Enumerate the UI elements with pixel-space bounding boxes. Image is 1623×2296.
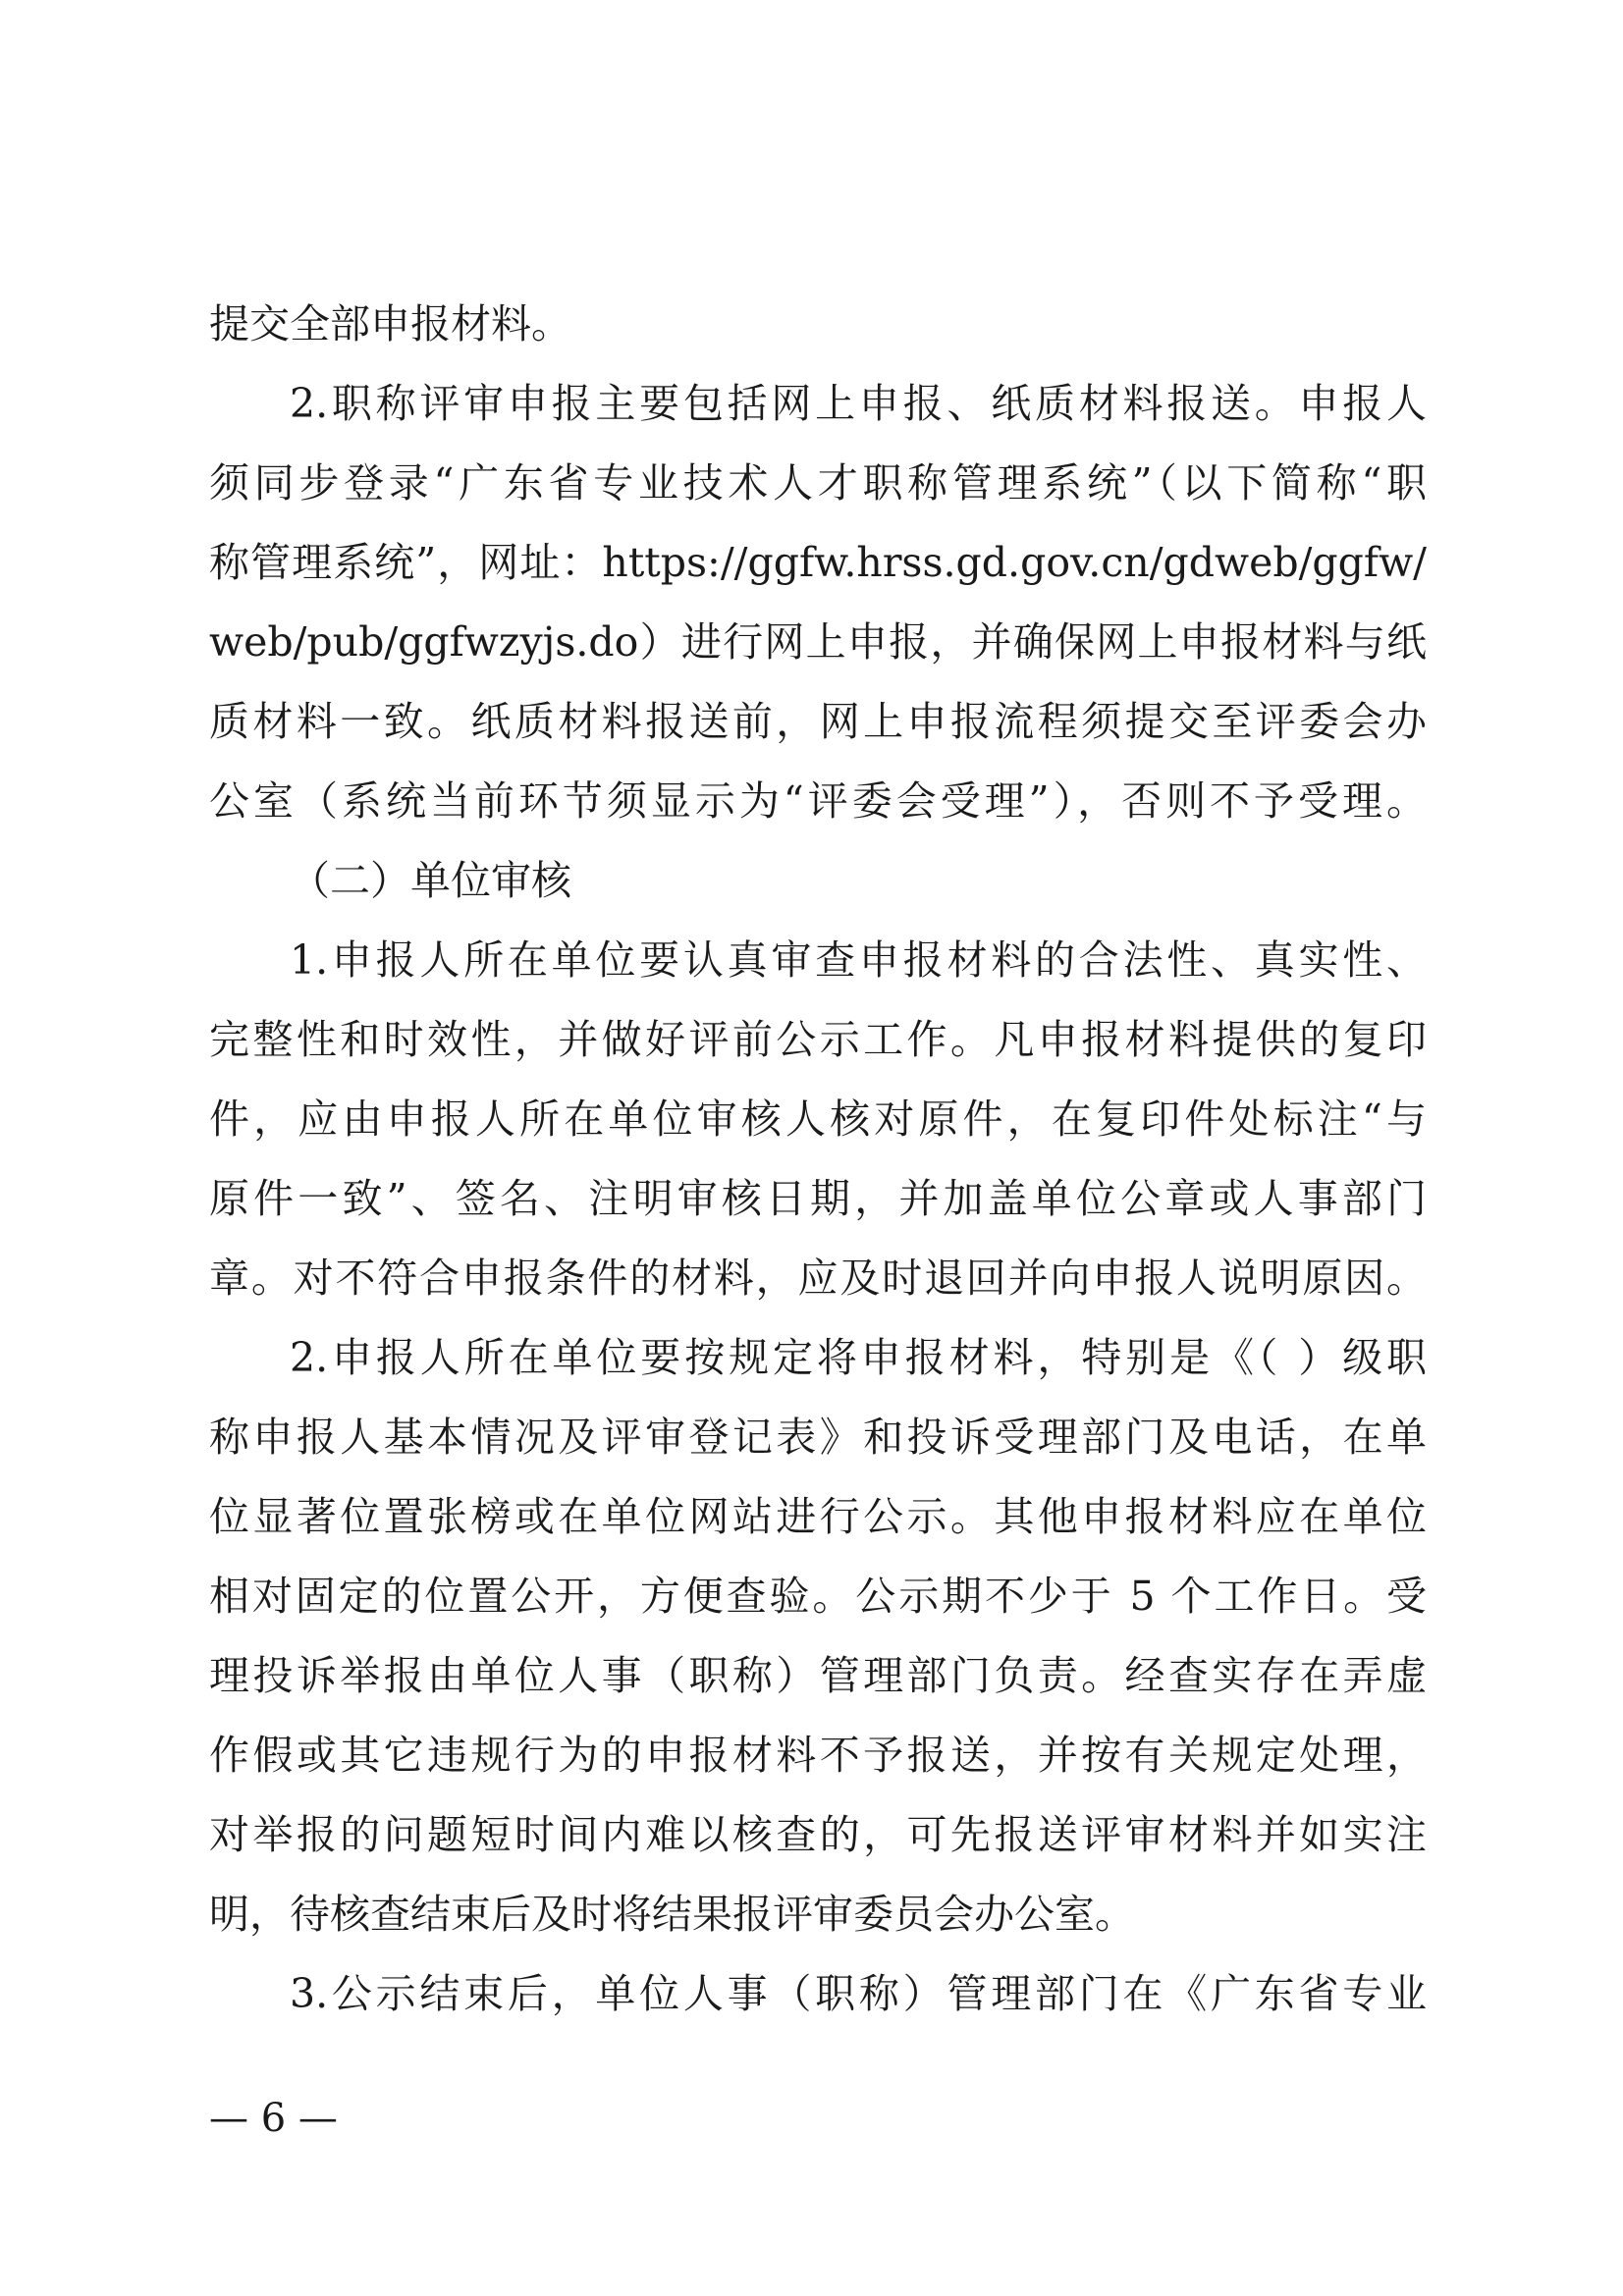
text-line: 称申报人基本情况及评审登记表》和投诉受理部门及电话，在单 — [209, 1414, 1427, 1461]
text-line: 对举报的问题短时间内难以核查的，可先报送评审材料并如实注 — [209, 1811, 1427, 1858]
text-line: 相对固定的位置公开，方便查验。公示期不少于 5 个工作日。受 — [209, 1573, 1427, 1620]
text-line: 提交全部申报材料。 — [209, 300, 571, 347]
text-line: 明，待核查结束后及时将结果报评审委员会办公室。 — [209, 1891, 1135, 1938]
text-line: 3.公示结束后，单位人事（职称）管理部门在《广东省专业 — [290, 1970, 1427, 2017]
text-line: 公室（系统当前环节须显示为“评委会受理”），否则不予受理。 — [209, 777, 1427, 825]
body-text — [209, 285, 1427, 2034]
text-line: web/pub/ggfwzyjs.do）进行网上申报，并确保网上申报材料与纸 — [209, 618, 1427, 666]
text-line: 原件一致”、签名、注明审核日期，并加盖单位公章或人事部门 — [209, 1175, 1427, 1222]
text-line: 2.职称评审申报主要包括网上申报、纸质材料报送。申报人 — [290, 380, 1427, 427]
text-line: 1.申报人所在单位要认真审查申报材料的合法性、真实性、 — [290, 936, 1427, 984]
text-line: 件，应由申报人所在单位审核人核对原件，在复印件处标注“与 — [209, 1095, 1427, 1143]
text-line: 称管理系统”，网址：https://ggfw.hrss.gd.gov.cn/gdweb/ggfw/ — [209, 539, 1427, 586]
text-line: 章。对不符合申报条件的材料，应及时退回并向申报人说明原因。 — [209, 1255, 1427, 1302]
text-line: 位显著位置张榜或在单位网站进行公示。其他申报材料应在单位 — [209, 1493, 1427, 1540]
text-line: 理投诉举报由单位人事（职称）管理部门负责。经查实存在弄虚 — [209, 1652, 1427, 1699]
text-line: 作假或其它违规行为的申报材料不予报送，并按有关规定处理， — [209, 1732, 1427, 1779]
text-line: 须同步登录“广东省专业技术人才职称管理系统”（以下简称“职 — [209, 459, 1427, 507]
page-number: — 6 — — [209, 2096, 338, 2141]
text-line: 完整性和时效性，并做好评前公示工作。凡申报材料提供的复印 — [209, 1016, 1427, 1063]
text-line: 2.申报人所在单位要按规定将申报材料，特别是《（ ）级职 — [290, 1334, 1427, 1381]
section-heading: （二）单位审核 — [290, 857, 571, 904]
text-line: 质材料一致。纸质材料报送前，网上申报流程须提交至评委会办 — [209, 698, 1427, 745]
